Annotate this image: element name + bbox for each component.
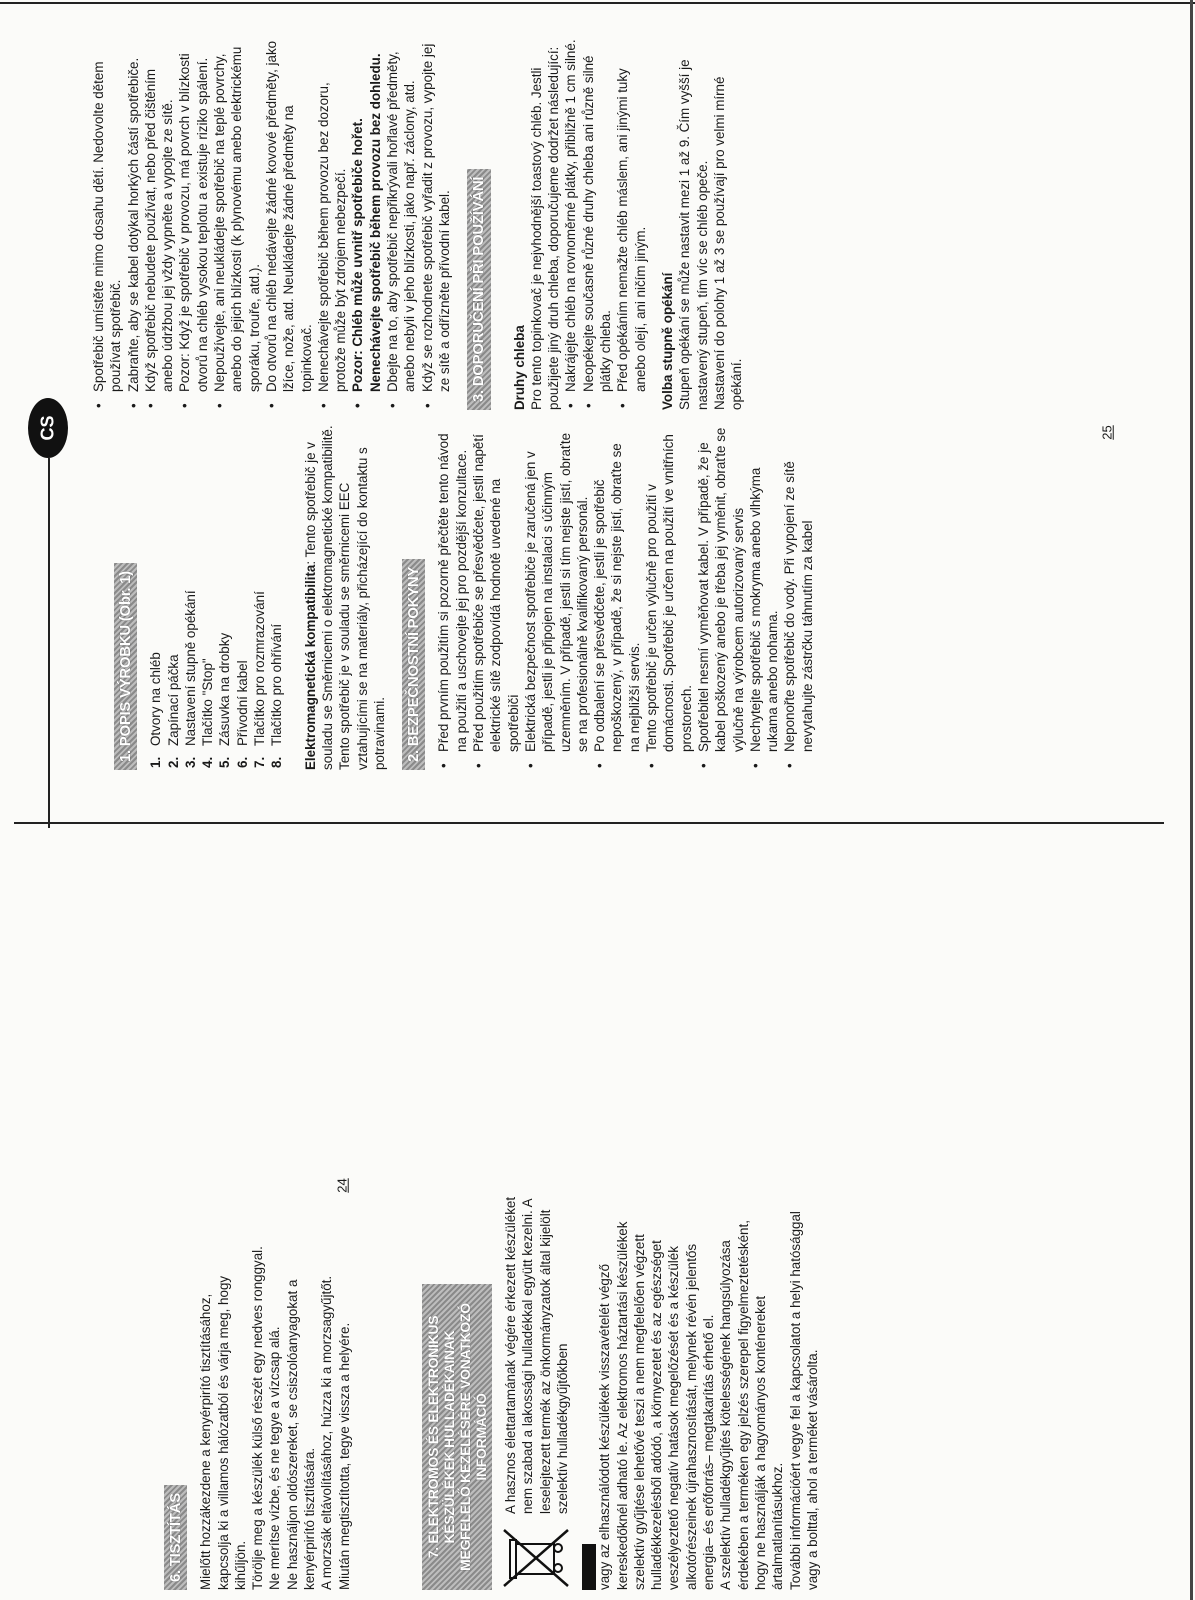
- weee-symbol: [502, 1526, 596, 1590]
- part-item: 2. Zapínací páčka: [165, 654, 181, 768]
- safety-item: • Elektrická bezpečnost spotřebiče je zaručená jen v případě, jestli je připojen na instalaci s účinným uzemněním. V případě, jestli si tím nejste jistí, obraťte se na profesionálně kvalifikovaný personál.: [522, 425, 591, 770]
- language-badge: CS: [28, 398, 68, 458]
- safety-item: • Když spotřebič nebudete používat, nebo před čištěním anebo údržbou jej vždy vypněte a vypojte ze sítě.: [142, 35, 177, 410]
- right-edge-line: [1190, 0, 1193, 1600]
- bread-item: • Před opékáním nemažte chléb máslem, ani jinými tuky anebo olejí, ani ničím jiným.: [614, 35, 649, 410]
- safety-item: • Spotřebič umístěte mimo dosahu dětí. Nedovolte dětem používat spotřebič.: [90, 35, 125, 410]
- safety-item: • Zabraňte, aby se kabel dotýkal horkých částí spotřebiče.: [125, 35, 142, 410]
- safety-item: • Když se rozhodnete spotřebič vyřadit z provozu, vypojte jej ze sítě a odřízněte přívodní kabel.: [419, 35, 454, 410]
- part-item: 8. Tlačítko pro ohřívání: [269, 623, 285, 768]
- safety-item: • Nenechávejte spotřebič během provozu bez dozoru, protože může být zdrojem nebezpečí.: [315, 35, 350, 410]
- section7-banner: 7. ELEKTROMOS ÉS ELEKTRONIKUS KÉSZÜLÉKEK HULLADÉKAINAK MEGFELELŐ KEZELÉSÉRE VONATKOZÓ INFORMÁCIÓ: [422, 1284, 492, 1590]
- part-item: 1. Otvory na chléb: [148, 652, 164, 768]
- toast-level-text2: Nastavení do polohy 1 až 3 se používají pro velmi mírné opékání.: [711, 76, 745, 410]
- section7-intro: A hasznos élettartamának végére érkezett készüléket nem szabad a lakossági hulladékkal együtt kezelni. A leselejtezett termék az önkormányzatok által kijelölt szelektív hulladékgyűjtőkben: [503, 1196, 570, 1514]
- section6-para4: A morzsák eltávolításához, húzza ki a morzsagyűjtőt. Miután megtisztította, tegye vissza a helyére.: [319, 1275, 352, 1590]
- safety-item: • Pozor: Když je spotřebič v provozu, má povrch v blízkosti otvorů na chléb vysokou teplotu a existuje riziko spálení.: [176, 35, 211, 410]
- section7-para1: vagy az elhasználódott készülékek visszavételét végző kereskedőknél adható le. Az elektromos háztartási készülékek szelektív gyűjtése lehetővé teszi a nem megfelelően végzett hulladékkezelésből adódó, a környezetet és az egészséget veszélyeztető negatív hatások megelőzését és a készülék alkotórészeinek újrahasznosítását, melynek révén jelentős energia– és erőforrás– megtakarítás érhető el.: [597, 1221, 717, 1590]
- safety-item bold: • Pozor: Chléb může uvnitř spotřebiče hořet. Nenechávejte spotřebič během provozu bez dohledu.: [349, 35, 384, 410]
- safety-item: • Před prvním použitím si pozorně přečtěte tento návod na použití a uschovejte jej pro pozdější konzultace.: [435, 425, 470, 770]
- safety-item: • Tento spotřebič je určen výlučně pro použití v domácnosti. Spotřebič je určen na použití ve vnitřních prostorech.: [643, 425, 695, 770]
- weee-block: [502, 1190, 596, 1590]
- section6-banner: 6. TISZTÍTÁS: [164, 1485, 187, 1590]
- badge-rule: [48, 458, 50, 828]
- page24-column1: [160, 1245, 353, 1590]
- emc-paragraph: Elektromagnetická kompatibilita: Tento spotřebič je v souladu se Směrnicemi o elektromagnetické kompatibilitě.: [302, 425, 335, 770]
- page-divider: [14, 822, 1164, 824]
- safety-item: • Před použitím spotřebiče se přesvědčete, jestli napětí elektrické sítě zodpovídá hodnotě uvedené na spotřebiči: [470, 425, 522, 770]
- section6-para1: Mielőtt hozzákezdene a kenyérpirító tisztításához, kapcsolja ki a villamos hálózatból és várja meg, hogy kihűljön.: [198, 1275, 248, 1590]
- section6-para2: Törölje meg a készülék külső részét egy nedves ronggyal. Ne merítse vízbe, és ne tegye a vízcsap alá.: [250, 1246, 283, 1590]
- section3-banner: 3. DOPORUČENÍ PŘI POUŽÍVÁNÍ: [467, 169, 490, 410]
- part-item: 4. Tlačítko "Stop": [200, 658, 216, 768]
- section7-para3: További információért vegye fel a kapcsolatot a helyi hatósággal vagy a bolttal, ahol a terméket vásárolta.: [787, 1211, 820, 1590]
- safety-item: • Dbejte na to, aby spotřebič nepřikrývali hořlavé předměty, anebo nebyli v jeho blízkosti, jako např. záclony, atd.: [384, 35, 419, 410]
- safety-item: • Neponořte spotřebič do vody. Při vypojení ze sítě nevytahujte zástrčku táhnutím za kabel: [781, 425, 816, 770]
- section6-para3: Ne használjon oldószereket, se csiszolóanyagokat a kenyérpirító tisztítására.: [284, 1279, 318, 1590]
- safety-list-1: [435, 425, 816, 770]
- toast-level-heading: Volba stupně opékání: [659, 272, 675, 410]
- page25-column1: [110, 425, 816, 770]
- bread-item: • Nakrájejte chléb na rovnoměrné plátky, přibližně 1 cm silné.: [562, 35, 579, 410]
- bread-item: • Neopékejte současně různé druhy chleba ani různě silné plátky chleba.: [580, 35, 615, 410]
- safety-item: • Spotřebitel nesmí vyměňovat kabel. V případě, že je kabel poškozený anebo je třeba jej vyměnit, obraťte se výlučně na výrobcem autorizovaný servis: [695, 425, 747, 770]
- safety-item: • Do otvorů na chléb nedávejte žádné kovové předměty, jako lžíce, nože, atd. Neukládejte žádné předměty na topinkovač.: [263, 35, 315, 410]
- part-item: 6. Přívodní kabel: [234, 660, 250, 768]
- page25-column2: [90, 35, 745, 410]
- toast-level-text1: Stupeň opékání se může nastavit mezi 1 až 9. Čím vyšší je nastavený stupeň, tím víc se chléb opeče.: [677, 59, 710, 410]
- page-number-24: 24: [334, 1178, 350, 1193]
- part-item: 3. Nastavení stupně opékání: [182, 590, 198, 768]
- page24-column2: [418, 1190, 821, 1590]
- bread-types-intro: Pro tento topinkovač je nejvhodnější toastový chléb. Jestli použijete jiný druh chleba, doporučujeme dodržet následující:: [528, 46, 562, 410]
- safety-item: • Po odbalení se přesvědčete, jestli je spotřebič nepoškozený, v případě, že si nejste jistí, obraťte se na nejbližší servis.: [591, 425, 643, 770]
- top-edge-line: [0, 2, 1195, 4]
- bread-types-heading: Druhy chleba: [511, 325, 527, 410]
- section1-banner: 1. POPIS VÝROBKU (Obr. 1): [114, 563, 137, 770]
- part-item: 5. Zásuvka na drobky: [217, 632, 233, 768]
- bread-types-list: [562, 35, 648, 410]
- section2-banner: 2. BEZPEČNOSTNÍ POKYNY: [402, 559, 425, 770]
- crossed-bin-icon: [502, 1526, 574, 1590]
- safety-item: • Nepoužívejte, ani neukládejte spotřebič na teplé povrchy, anebo do jejich blízkosti (k plynovému anebo elektrickému sporáku, trouře, atd.).: [211, 35, 263, 410]
- emc-paragraph2: Tento spotřebič je v souladu se směrnicemi EEC vztahujícími se na materiály, přicházející do kontaktu s potravinami.: [337, 447, 387, 770]
- safety-item: • Nechytejte spotřebič s mokryma anebo vlhkýma rukama anebo nohama.: [747, 425, 782, 770]
- safety-list-2: [90, 35, 453, 410]
- parts-list: [147, 425, 285, 770]
- section7-para2: A szelektív hulladékgyűjtés kötelességének hangsúlyozása érdekében a terméken egy jelzés szerepel figyelmeztetésként, hogy ne használják a hagyományos konténereket ártalmatlanításukhoz.: [718, 1220, 786, 1590]
- weee-bar: [582, 1544, 596, 1590]
- part-item: 7. Tlačítko pro rozmrazování: [252, 591, 268, 768]
- page-number-25: 25: [1099, 425, 1115, 440]
